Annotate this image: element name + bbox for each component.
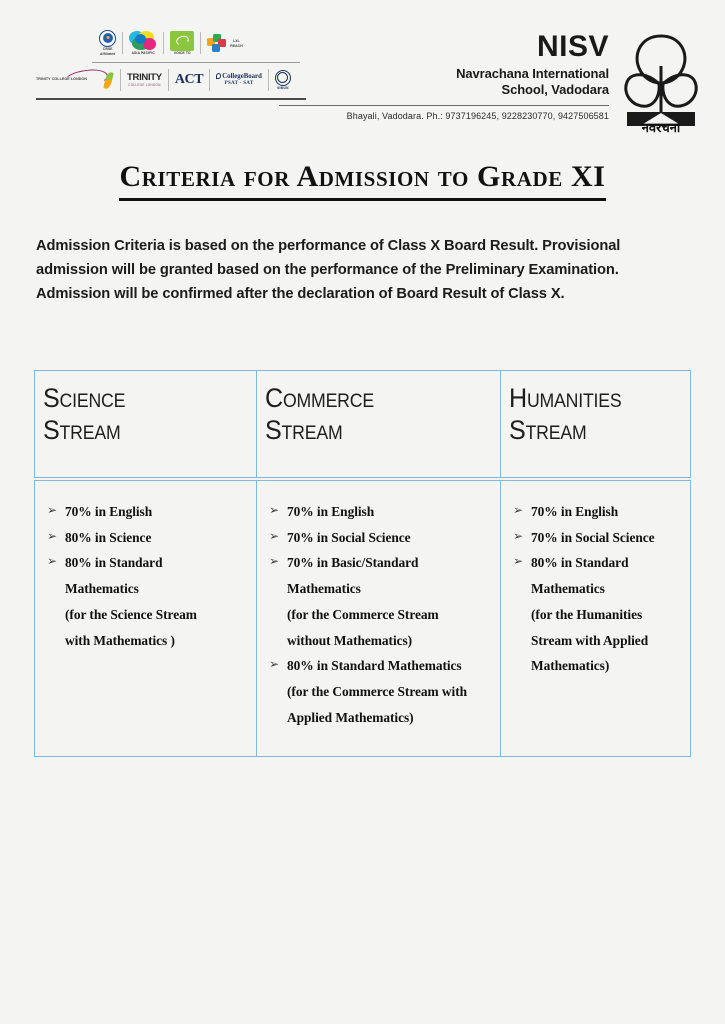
- criteria-item: [263, 653, 494, 730]
- lxl-logo-caption: LXL: [233, 38, 240, 43]
- puzzle-icon: [207, 34, 228, 53]
- school-rule: [279, 105, 609, 106]
- school-name-line-2: School, Vadodara: [501, 82, 609, 98]
- green-school-logo-caption: VOICE TO: [173, 51, 191, 56]
- stream-criteria-science: [35, 481, 257, 756]
- swirl-icon: [129, 31, 157, 51]
- streams-table-body-row: [34, 480, 691, 757]
- criteria-item-text: 70% in English: [65, 504, 153, 519]
- stream-header-commerce-line-1: Commerce: [265, 383, 374, 413]
- page-title-wrapper: [0, 160, 725, 201]
- logo-divider: [120, 69, 121, 91]
- criteria-item-text: 70% in English: [287, 504, 375, 519]
- criteria-item: [41, 525, 250, 551]
- arrow-bullet-icon: ➢: [269, 657, 280, 672]
- criteria-item-subtext: Applied Mathematics): [287, 709, 414, 725]
- lxl-reach-logo: [207, 34, 243, 53]
- criteria-item-subtext: Mathematics: [287, 581, 361, 597]
- trinity-rock-pop-logo: [36, 69, 114, 91]
- logo-separator-rule: [92, 62, 300, 63]
- logo-divider: [122, 32, 123, 54]
- collegeboard-logo-subcaption: PSAT - SAT: [224, 81, 254, 87]
- streams-table: [34, 370, 691, 757]
- logo-divider: [163, 32, 164, 54]
- criteria-item-text: 70% in Basic/Standard: [287, 555, 419, 571]
- school-identity: [279, 32, 609, 121]
- green-school-logo: [170, 31, 194, 56]
- criteria-item-text: 70% in English: [531, 504, 619, 519]
- school-address: Bhayali, Vadodara. Ph.: 9737196245, 9228230770, 9427506581: [346, 110, 609, 121]
- stream-criteria-commerce: [257, 481, 501, 756]
- stream-criteria-humanities: [501, 481, 688, 756]
- arrow-bullet-icon: ➢: [47, 528, 58, 543]
- logo-divider: [268, 69, 269, 91]
- lxl-logo-subcaption: REACH: [230, 43, 243, 48]
- cbse-logo-subcaption: Affiliated: [99, 52, 116, 56]
- stream-header-humanities: [501, 371, 688, 477]
- criteria-item-text: 80% in Standard Mathematics: [287, 658, 462, 674]
- criteria-item-subtext: Mathematics): [531, 658, 610, 674]
- school-abbreviation: NISV: [536, 30, 609, 63]
- arrow-bullet-icon: ➢: [47, 503, 58, 517]
- music-swoosh-icon: [36, 69, 114, 91]
- act-logo-caption: ACT: [174, 72, 204, 87]
- green-square-icon: [170, 31, 194, 51]
- stream-header-commerce: [257, 371, 501, 477]
- criteria-item-text: 70% in Social Science: [531, 529, 655, 545]
- stream-header-humanities-line-2: Stream: [509, 414, 587, 445]
- stream-header-humanities-line-1: Humanities: [509, 383, 622, 413]
- navrachana-emblem: [619, 26, 703, 134]
- accreditation-logos-row-1: [36, 26, 306, 60]
- cbse-seal-icon: [99, 30, 116, 47]
- criteria-item: [507, 499, 682, 525]
- criteria-item-text: 80% in Standard: [65, 555, 163, 571]
- arrow-bullet-icon: ➢: [269, 554, 280, 569]
- criteria-item-subtext: (for the Commerce Stream with: [287, 684, 468, 700]
- stream-header-science: [35, 371, 257, 477]
- arrow-bullet-icon: ➢: [513, 528, 524, 543]
- logo-divider: [200, 32, 201, 54]
- cbse-logo-caption: CBSE: [102, 47, 113, 52]
- accreditation-logos-row-2: [36, 65, 306, 95]
- trinity-logo-subcaption: COLLEGE LONDON: [128, 82, 161, 87]
- criteria-item-subtext: Mathematics: [65, 581, 139, 597]
- logo-divider: [168, 69, 169, 91]
- criteria-item: [263, 499, 494, 525]
- accreditation-logos: [36, 26, 306, 100]
- collegeboard-logo-caption: CollegeBoard: [216, 73, 262, 81]
- cbse-logo: [99, 30, 116, 57]
- criteria-item-subtext: Mathematics: [531, 581, 605, 597]
- arrow-bullet-icon: ➢: [47, 554, 58, 569]
- school-name-line-1: Navrachana International: [456, 66, 609, 81]
- logo-divider: [209, 69, 210, 91]
- criteria-item-subtext: (for the Humanities: [531, 606, 643, 622]
- page-header: [0, 0, 725, 140]
- arrow-bullet-icon: ➢: [269, 503, 280, 517]
- criteria-item-text: 70% in Social Science: [287, 529, 411, 545]
- ibsc-logo-caption: ASIA PACIFIC: [131, 51, 155, 56]
- act-logo: [175, 73, 203, 87]
- criteria-item: [507, 550, 682, 679]
- trinity-logo: [127, 73, 162, 87]
- criteria-item-subtext: with Mathematics ): [65, 632, 175, 648]
- stream-header-science-line-1: Science: [43, 383, 126, 413]
- criteria-item: [41, 499, 250, 525]
- streams-table-header-row: [34, 370, 691, 478]
- intro-paragraph: Admission Criteria is based on the performance of Class X Board Result. Provisional admission will be granted based on the performance of the Preliminary Examination. Admission will be confirmed after the declaration of Board Result of Class X.: [36, 238, 621, 302]
- page-title: Criteria for Admission to Grade XI: [119, 160, 605, 201]
- arrow-bullet-icon: ➢: [269, 528, 280, 543]
- navrachana-trefoil-icon: [619, 26, 703, 134]
- criteria-item-subtext: Stream with Applied: [531, 632, 649, 648]
- criteria-list-science: [41, 499, 250, 653]
- criteria-item-text: 80% in Science: [65, 529, 152, 545]
- nimun-logo-caption: NIMUN: [277, 86, 289, 91]
- criteria-item: [263, 550, 494, 653]
- arrow-bullet-icon: ➢: [513, 503, 524, 517]
- trinity-logo-caption: TRINITY: [127, 72, 162, 84]
- emblem-wordmark: नवरचना: [641, 120, 681, 135]
- stream-header-commerce-line-2: Stream: [265, 414, 343, 445]
- criteria-item-text: 80% in Standard: [531, 555, 629, 571]
- collegeboard-logo: [216, 73, 262, 87]
- criteria-item-subtext: without Mathematics): [287, 632, 413, 648]
- criteria-item: [507, 525, 682, 551]
- arrow-bullet-icon: ➢: [513, 554, 524, 569]
- trinity-rock-pop-caption: TRINITY COLLEGE LONDON: [36, 77, 88, 81]
- criteria-item-subtext: (for the Commerce Stream: [287, 606, 439, 622]
- criteria-list-humanities: [507, 499, 682, 679]
- stream-header-science-line-2: Stream: [43, 414, 121, 445]
- collegeboard-acorn-icon: [216, 73, 221, 79]
- criteria-item: [41, 550, 250, 653]
- ibsc-logo: [129, 31, 157, 56]
- criteria-item: [263, 525, 494, 551]
- criteria-item-subtext: (for the Science Stream: [65, 606, 197, 622]
- logo-bottom-rule: [36, 98, 306, 100]
- criteria-list-commerce: [263, 499, 494, 731]
